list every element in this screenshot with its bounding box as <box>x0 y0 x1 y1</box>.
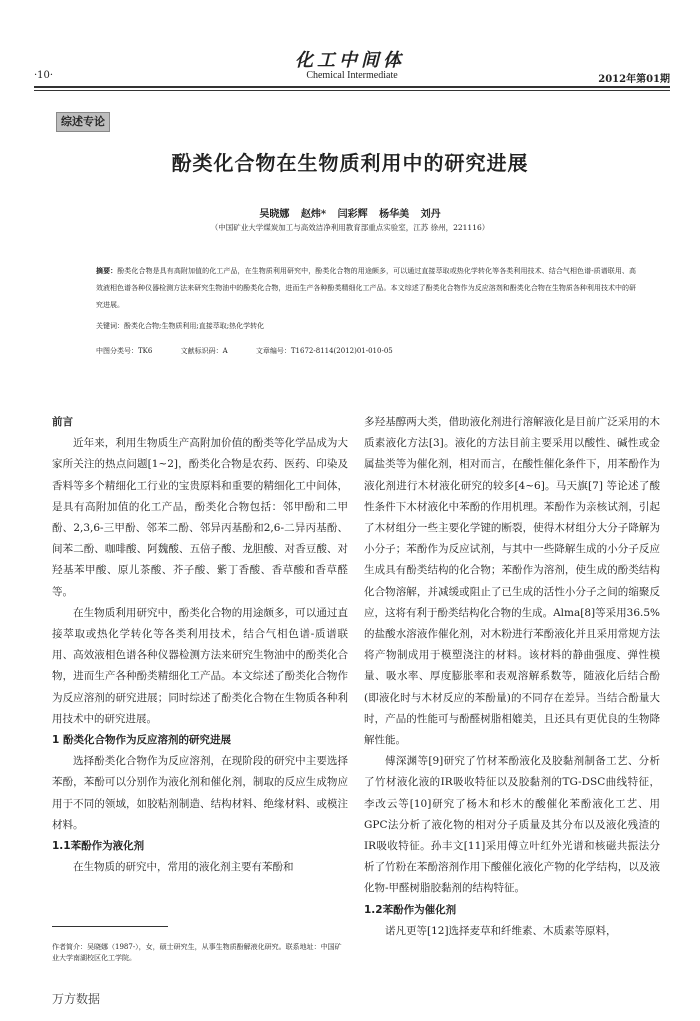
section-tag: 综述专论 <box>56 112 110 132</box>
article-number: 文章编号：T1672-8114(2012)01-010-05 <box>255 347 393 355</box>
paragraph: 多羟基醇两大类，借助液化剂进行溶解液化是目前广泛采用的木质素液化方法[3]。液化的方法目前主要采用以酸性、碱性或金属盐类等为催化剂，相对而言，在酸性催化条件下，用苯酚作为液化剂进行木材液化研究的较多[4~6]。马天旗[7] 等论述了酸性条件下木材液化中苯酚的作用机理。苯酚作为亲核试剂，引起了木材组分一些主要化学键的断裂，使得木材组分大分子降解为小分子；苯酚作为反应试剂，与其中一些降解生成的小分子反应生成具有酚类结构的化合物；苯酚作为溶剂，使生成的酚类结构化合物溶解，并减缓或阻止了已生成的活性小分子之间的缩聚反应，这将有利于酚类结构化合物的生成。Alma[8]等采用36.5%的盐酸水溶液作催化剂，对木粉进行苯酚液化并且采用常规方法将产物制成用于模塑浇注的材料。该材料的静曲强度、弹性模量、吸水率、厚度膨胀率和表观溶解系数等，随液化后结合酚(即液化时与木材反应的苯酚量)的不同存在差异。当结合酚量大时，产品的性能可与酚醛树脂相媲美，且还具有更优良的生物降解性能。 <box>364 416 660 747</box>
abstract-text: 酚类化合物是具有高附加值的化工产品，在生物质利用研究中，酚类化合物的用途颇多，可以通过直接萃取或热化学转化等各类利用技术、结合气相色谱-质谱联用、高效液相色谱各种仪器检测方法来研究生物油中的酚类化合物，进而生产各种酚类精细化工产品。本文综述了酚类化合物作为反应溶剂和酚类化合物在生物质各种利用技术中的研究进展。 <box>96 267 637 309</box>
abstract <box>96 262 636 314</box>
affiliation: （中国矿业大学煤炭加工与高效洁净利用教育部重点实验室，江苏 徐州，221116） <box>210 223 490 232</box>
header-rule-thick <box>34 86 670 88</box>
document-code: 文献标识码：A <box>180 347 228 355</box>
left-column <box>52 412 348 878</box>
heading-section-1-2: 1.2苯酚作为催化剂 <box>364 903 457 916</box>
heading-intro: 前言 <box>52 416 73 428</box>
paragraph: 选择酚类化合物作为反应溶剂，在现阶段的研究中主要选择苯酚，苯酚可以分别作为液化剂和催化剂，制取的反应生成物应用于不同的领域，如胶粘剂制造、结构材料、绝缘材料、或模注材料。 <box>52 755 348 831</box>
journal-title: 化工中间体 <box>295 50 405 71</box>
right-column <box>364 412 660 942</box>
keywords-label: 关键词： <box>96 322 124 330</box>
article-title: 酚类化合物在生物质利用中的研究进展 <box>171 151 529 175</box>
paragraph: 诺凡更等[12]选择麦草和纤维素、木质素等原料， <box>385 924 617 937</box>
keywords-text: 酚类化合物;生物质利用;直接萃取;热化学转化 <box>124 322 265 330</box>
paragraph: 近年来，利用生物质生产高附加价值的酚类等化学品成为大家所关注的热点问题[1~2]，酚类化合物是农药、医药、印染及香料等多个精细化工行业的宝贵原料和重要的精细化工中间体，是具有高附加值的化工产品，酚类化合物包括：邻甲酚和二甲酚、2,3,6-三甲酚、邻苯二酚、邻异丙基酚和2,6-二异丙基酚、间苯二酚、咖啡酸、阿魏酸、五倍子酸、龙胆酸、对香豆酸、对羟基苯甲酸、原儿茶酸、芥子酸、紫丁香酸、香草酸和香草醛等。 <box>52 437 348 598</box>
issue-label: 2012年第01期 <box>598 74 670 85</box>
author-footnote: 作者简介：吴晓娜（1987-），女，硕士研究生，从事生物质酚解液化研究。联系地址：中国矿业大学南湖校区化工学院。 <box>52 943 342 962</box>
paragraph: 傅深渊等[9]研究了竹材苯酚液化及胶黏剂制备工艺、分析了竹材液化液的IR吸收特征以及胶黏剂的TG-DSC曲线特征，李改云等[10]研究了杨木和杉木的酸催化苯酚液化工艺、用GPC法分析了液化物的相对分子质量及其分布以及液化残渣的IR吸收特征。孙丰文[11]采用傅立叶红外光谱和核磁共振法分析了竹粉在苯酚溶剂作用下酸催化液化产物的化学结构，以及液化物-甲醛树脂胶黏剂的结构特征。 <box>364 755 660 895</box>
clc-number: 中图分类号：TK6 <box>96 347 153 355</box>
header-rule-thin <box>34 90 670 91</box>
article-meta <box>96 346 636 356</box>
heading-section-1: 1 酚类化合物作为反应溶剂的研究进展 <box>52 734 231 747</box>
authors: 吴晓娜 赵炜* 闫彩辉 杨华美 刘丹 <box>259 209 441 220</box>
page-number: ·10· <box>34 70 54 81</box>
abstract-label: 摘要： <box>96 266 118 275</box>
watermark: 万方数据 <box>52 992 101 1006</box>
paragraph: 在生物质利用研究中，酚类化合物的用途颇多，可以通过直接萃取或热化学转化等各类利用技术，结合气相色谱-质谱联用、高效液相色谱各种仪器检测方法来研究生物油中的酚类化合物，进而生产各种酚类精细化工产品。本文综述了酚类化合物作为反应溶剂的研究进展；同时综述了酚类化合物在生物质各种利用技术中的研究进展。 <box>52 606 348 725</box>
keywords <box>96 321 636 331</box>
paragraph: 在生物质的研究中，常用的液化剂主要有苯酚和 <box>73 861 294 874</box>
journal-english-name: Chemical Intermediate <box>306 70 398 81</box>
footnote-rule <box>52 926 168 927</box>
heading-section-1-1: 1.1苯酚作为液化剂 <box>52 840 145 853</box>
